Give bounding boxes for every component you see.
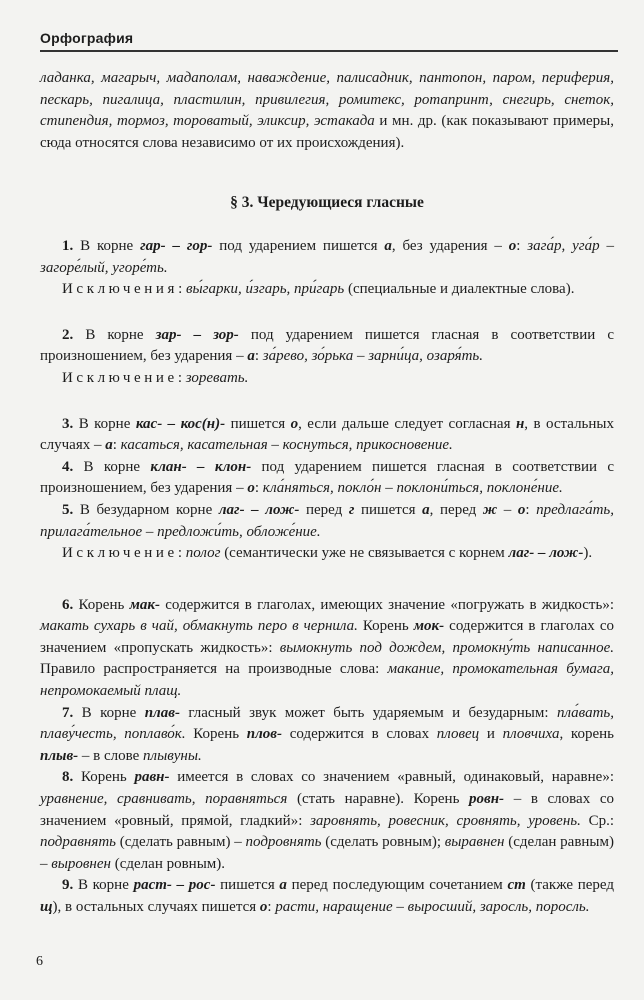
rule-text: ). bbox=[583, 545, 593, 562]
rule-text: В безударном корне bbox=[73, 501, 219, 518]
running-header: Орфография bbox=[40, 30, 134, 46]
rule-text: под ударением пишется гласная в соответствии с произношением, без ударения – bbox=[40, 326, 615, 365]
rule-8 bbox=[40, 767, 614, 875]
examples: уравнение, сравнивать, поравняться bbox=[40, 791, 288, 808]
root-label: лаг- – лож- bbox=[508, 545, 584, 562]
rule-text: (сделан ровным). bbox=[110, 855, 226, 872]
rule-3 bbox=[40, 414, 614, 457]
rule-text: Корень bbox=[73, 596, 130, 613]
rule-text: , если дальше следует согласная bbox=[298, 415, 516, 432]
exception-words: полог bbox=[185, 545, 221, 562]
exceptions-label: Исключения bbox=[62, 281, 179, 298]
rule-number: 2. bbox=[62, 326, 74, 343]
rule-text: – bbox=[497, 501, 518, 518]
letter: щ bbox=[40, 899, 53, 915]
rule-text: Правило распространяется на производные слова: bbox=[40, 661, 388, 678]
rule-text: В корне bbox=[73, 704, 145, 721]
rule-text: В корне bbox=[73, 415, 136, 432]
letter: о bbox=[259, 899, 268, 915]
root-label: плов- bbox=[246, 726, 283, 743]
page-number: 6 bbox=[36, 954, 43, 969]
rule-text: под ударением пишется гласная в соответствии с произношением, без ударения – bbox=[40, 458, 615, 497]
rule-text: Корень bbox=[357, 618, 414, 635]
exception-label: Исключение bbox=[62, 369, 178, 386]
examples: предлага́ть, прилага́тельное – предложи́ть, обложе́ние. bbox=[40, 501, 615, 540]
rule-number: 8. bbox=[62, 769, 74, 786]
rule-text: Корень bbox=[73, 769, 135, 786]
rule-text: содержится в словах bbox=[282, 726, 437, 743]
rule-text: , корень bbox=[559, 726, 614, 743]
rule-text: : bbox=[254, 348, 263, 365]
rule-4 bbox=[40, 457, 614, 500]
root-label: мок- bbox=[413, 618, 445, 635]
root-label: кас- – кос(н)- bbox=[135, 415, 226, 432]
rule-text: под ударением пишется bbox=[212, 237, 385, 254]
letter: о bbox=[508, 237, 517, 254]
rule-text: (сделать равным) – bbox=[115, 834, 246, 851]
rule-text: перед bbox=[299, 501, 349, 518]
root-label: плыв- bbox=[40, 747, 79, 764]
examples: выровнен bbox=[51, 855, 111, 872]
rule-text: пишется bbox=[225, 415, 291, 432]
rule-text: пишется bbox=[215, 877, 280, 894]
root-label: зар- – зор- bbox=[155, 326, 239, 343]
rule-text: (сделан равным) – bbox=[40, 834, 614, 872]
rule-text: : bbox=[177, 545, 186, 562]
rule-1-exceptions bbox=[40, 279, 614, 301]
exception-words: вы́гарки, и́згарь, при́гарь bbox=[185, 281, 345, 298]
page-content bbox=[40, 68, 614, 919]
letter: ж bbox=[482, 501, 498, 518]
examples: макать сухарь в чай, обмакнуть перо в чернила. bbox=[40, 618, 358, 635]
section-title: § 3. Чередующиеся гласные bbox=[230, 194, 424, 212]
rule-text: гласный звук может быть ударяемым и безударным: bbox=[179, 704, 557, 721]
examples: пла́вать, плаву́честь, поплаво́к. bbox=[40, 704, 614, 743]
examples: заровнять, ровесник, сровнять, уровень. bbox=[310, 812, 581, 829]
rule-text: (семантически уже не связывается с корнем bbox=[220, 545, 509, 562]
rule-text: , перед bbox=[429, 501, 483, 518]
examples: пловец bbox=[436, 726, 480, 743]
examples: макание, промокательная бумага, непромокаемый плащ. bbox=[40, 661, 614, 700]
root-label: лаг- – лож- bbox=[218, 501, 300, 518]
examples: пловчиха bbox=[502, 726, 560, 743]
rule-6 bbox=[40, 595, 614, 703]
letter: о bbox=[247, 480, 255, 497]
rule-5 bbox=[40, 500, 614, 543]
examples: вымокнуть под дождем, промокну́ть написанное. bbox=[279, 639, 615, 656]
rule-text: (стать наравне). Корень bbox=[287, 791, 470, 808]
letter: г bbox=[348, 501, 355, 518]
rule-number: 6. bbox=[62, 596, 74, 613]
rule-text: (также перед bbox=[525, 877, 615, 894]
examples: расти, наращение – выросший, заросль, поросль. bbox=[275, 899, 590, 915]
rule-text: (сделать ровным); bbox=[321, 834, 445, 851]
rule-text: , без ударения – bbox=[391, 237, 509, 254]
root-label: клан- – клон- bbox=[150, 458, 252, 475]
rule-number: 5. bbox=[62, 501, 74, 518]
rule-text: В корне bbox=[73, 877, 134, 894]
rule-text: : bbox=[112, 437, 121, 454]
letter: а bbox=[422, 501, 430, 518]
rule-text: Корень bbox=[185, 726, 247, 743]
examples: зага́р, уга́р – загоре́лый, угоре́ть. bbox=[40, 237, 614, 276]
rule-text: : bbox=[516, 237, 528, 254]
rule-9 bbox=[40, 875, 614, 918]
examples: подровнять bbox=[245, 834, 322, 851]
rule-text: содержится в глаголах, имеющих значение «погружать в жидкость»: bbox=[159, 596, 614, 613]
rule-number: 3. bbox=[62, 415, 74, 432]
rule-text: : bbox=[525, 501, 537, 518]
letter: а bbox=[247, 348, 255, 365]
rule-text: и bbox=[479, 726, 503, 743]
letter: н bbox=[515, 415, 525, 432]
rule-2-exception bbox=[40, 368, 614, 390]
letter: о bbox=[290, 415, 299, 432]
examples: касаться, касательная – коснуться, прикосновение. bbox=[120, 437, 453, 454]
rule-7 bbox=[40, 703, 614, 768]
root-label: ровн- bbox=[469, 791, 505, 808]
exception-words: зоревать. bbox=[185, 369, 249, 386]
rule-text: В корне bbox=[73, 237, 141, 254]
root-label: гар- – гор- bbox=[140, 237, 213, 254]
rule-text: В корне bbox=[73, 326, 156, 343]
examples: кла́няться, покло́н – поклони́ться, поклоне́ние. bbox=[262, 480, 563, 497]
rule-2 bbox=[40, 325, 614, 368]
rule-text: имеется в словах со значением «равный, одинаковый, наравне»: bbox=[169, 769, 614, 786]
root-label: равн- bbox=[134, 769, 170, 786]
letter: а bbox=[279, 877, 287, 894]
rule-text: перед последующим сочетанием bbox=[286, 877, 508, 894]
rule-text: – в слове bbox=[78, 747, 144, 764]
root-label: мак- bbox=[129, 596, 160, 613]
examples: выравнен bbox=[444, 834, 505, 851]
root-label: раст- – рос- bbox=[133, 877, 216, 894]
rule-text: Ср.: bbox=[580, 812, 614, 829]
letter: а bbox=[384, 237, 392, 254]
rule-text: : bbox=[178, 281, 186, 298]
letter: а bbox=[105, 437, 113, 454]
root-label: плав- bbox=[144, 704, 180, 721]
rule-number: 9. bbox=[62, 877, 74, 894]
rule-text: : bbox=[267, 899, 276, 915]
rule-text: пишется bbox=[354, 501, 423, 518]
letter: ст bbox=[507, 877, 526, 894]
rule-number: 1. bbox=[62, 237, 74, 254]
rule-text: – в словах со значением «ровный, прямой, гладкий»: bbox=[40, 791, 614, 829]
rule-text: : bbox=[177, 369, 186, 386]
letter: о bbox=[517, 501, 526, 518]
rule-text: (специальные и диалектные слова). bbox=[344, 281, 575, 298]
rule-1 bbox=[40, 236, 614, 279]
rule-5-exception bbox=[40, 543, 614, 565]
rule-text: , в остальных случаях – bbox=[40, 415, 615, 454]
word-list: ладанка, магарыч, мадаполам, наваждение, палисадник, пантопон, паром, периферия, пескарь, пигалица, пластилин, привилегия, ромитекс, ротапринт, снегирь, снеток, стипендия, тормоз, тороватый, эликсир, эстакада bbox=[40, 70, 614, 130]
rule-number: 4. bbox=[62, 458, 74, 475]
rule-text: содержится в глаголах со значением «пропускать жидкость»: bbox=[40, 618, 614, 656]
rule-number: 7. bbox=[62, 704, 74, 721]
rule-text: В корне bbox=[73, 458, 151, 475]
examples: плывуны. bbox=[143, 747, 202, 764]
intro-tail: и мн. др. (как показывают примеры, сюда относятся слова независимо от их происхождения). bbox=[40, 113, 614, 151]
intro-paragraph bbox=[40, 68, 614, 154]
examples: за́рево, зо́рька – зарни́ца, озаря́ть. bbox=[262, 348, 484, 365]
header-rule bbox=[40, 50, 618, 52]
rule-text: ), в остальных случаях пишется bbox=[52, 899, 260, 915]
exception-label: Исключение bbox=[62, 545, 178, 562]
rule-text: : bbox=[254, 480, 263, 497]
examples: подравнять bbox=[40, 834, 116, 851]
